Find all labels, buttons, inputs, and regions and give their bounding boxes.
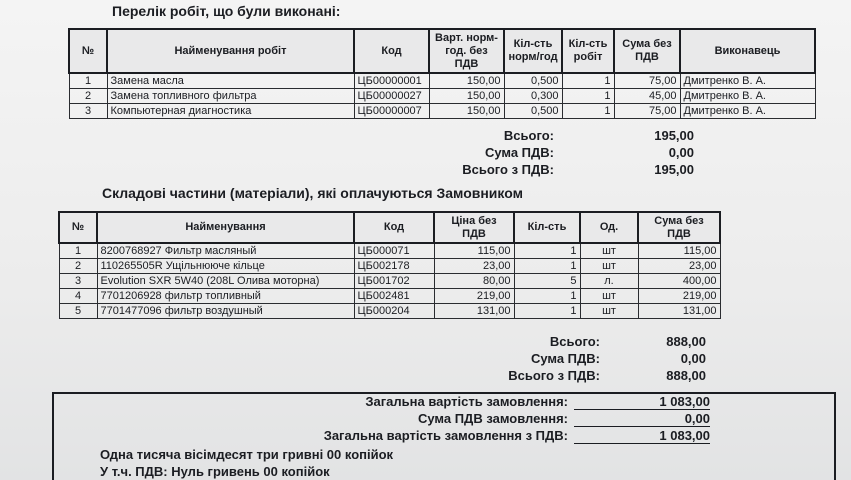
summary-label: Загальна вартість замовлення з ПДВ:: [323, 428, 568, 443]
parts-header-row: [59, 212, 720, 243]
parts-cell: ЦБ002481: [354, 288, 434, 303]
works-header-cell: Кіл-сть робіт: [562, 29, 614, 73]
works-totals: [462, 128, 694, 179]
order-summary-box: [52, 392, 836, 480]
works-cell: 0,500: [504, 73, 562, 88]
parts-table: [58, 211, 721, 319]
works-title: Перелік робіт, що були виконані:: [112, 3, 341, 19]
parts-cell: 8200768927 Фильтр масляный: [97, 243, 354, 258]
parts-total-label: Всього:: [549, 334, 600, 349]
works-header-row: [69, 29, 815, 73]
works-total-label: Всього з ПДВ:: [462, 162, 554, 177]
parts-cell: шт: [580, 258, 638, 273]
works-total-value: 195,00: [654, 162, 694, 177]
parts-total-line: [508, 368, 706, 385]
works-total-label: Всього:: [503, 128, 554, 143]
works-cell: Дмитренко В. А.: [680, 88, 815, 103]
parts-total-value: 0,00: [680, 351, 706, 366]
parts-cell: 131,00: [638, 303, 720, 318]
works-table: [68, 28, 816, 119]
parts-cell: 3: [59, 273, 97, 288]
parts-header-cell: Код: [354, 212, 434, 243]
works-cell: ЦБ00000007: [354, 103, 429, 118]
parts-header-cell: Ціна без ПДВ: [434, 212, 514, 243]
works-cell: 45,00: [614, 88, 680, 103]
works-cell: 2: [69, 88, 107, 103]
parts-totals: [508, 334, 706, 385]
parts-cell: 1: [59, 243, 97, 258]
parts-total-line: [530, 351, 706, 368]
works-header-cell: Кіл-сть норм/год: [504, 29, 562, 73]
works-header-cell: Код: [354, 29, 429, 73]
works-cell: Компьютерная диагностика: [107, 103, 354, 118]
works-cell: ЦБ00000027: [354, 88, 429, 103]
parts-cell: 115,00: [638, 243, 720, 258]
parts-cell: 4: [59, 288, 97, 303]
parts-cell: шт: [580, 303, 638, 318]
parts-cell: 5: [59, 303, 97, 318]
works-total-value: 0,00: [668, 145, 694, 160]
parts-cell: 1: [514, 303, 580, 318]
parts-cell: 110265505R Ущільнююче кільце: [97, 258, 354, 273]
parts-cell: шт: [580, 288, 638, 303]
parts-title: Складові частини (матеріали), які оплачуються Замовником: [102, 185, 523, 201]
parts-cell: 23,00: [434, 258, 514, 273]
vat-in-words: У т.ч. ПДВ: Нуль гривень 00 копійок: [100, 464, 330, 479]
works-total-line: [462, 162, 694, 179]
parts-cell: ЦБ000204: [354, 303, 434, 318]
works-total-label: Сума ПДВ:: [484, 145, 554, 160]
works-cell: 3: [69, 103, 107, 118]
parts-cell: Evolution SXR 5W40 (208L Олива моторна): [97, 273, 354, 288]
works-header-cell: №: [69, 29, 107, 73]
table-row: [69, 103, 815, 118]
parts-cell: 1: [514, 258, 580, 273]
parts-cell: 7701477096 фильтр воздушный: [97, 303, 354, 318]
parts-cell: 400,00: [638, 273, 720, 288]
works-total-line: [503, 128, 694, 145]
works-cell: Замена масла: [107, 73, 354, 88]
parts-cell: л.: [580, 273, 638, 288]
works-total-value: 195,00: [654, 128, 694, 143]
works-header-cell: Виконавець: [680, 29, 815, 73]
parts-header-cell: Од.: [580, 212, 638, 243]
parts-total-label: Всього з ПДВ:: [508, 368, 600, 383]
summary-value: 0,00: [574, 411, 710, 427]
parts-cell: 2: [59, 258, 97, 273]
works-cell: ЦБ00000001: [354, 73, 429, 88]
works-cell: 75,00: [614, 103, 680, 118]
parts-cell: 115,00: [434, 243, 514, 258]
table-row: [59, 243, 720, 258]
table-row: [59, 273, 720, 288]
parts-total-value: 888,00: [666, 368, 706, 383]
parts-total-label: Сума ПДВ:: [530, 351, 600, 366]
parts-cell: шт: [580, 243, 638, 258]
works-cell: Дмитренко В. А.: [680, 73, 815, 88]
parts-header-cell: №: [59, 212, 97, 243]
works-cell: 150,00: [429, 88, 504, 103]
works-cell: Замена топливного фильтра: [107, 88, 354, 103]
works-header-cell: Сума без ПДВ: [614, 29, 680, 73]
summary-line: [54, 394, 834, 412]
works-header-cell: Варт. норм-год. без ПДВ: [429, 29, 504, 73]
parts-cell: 1: [514, 243, 580, 258]
parts-total-value: 888,00: [666, 334, 706, 349]
table-row: [69, 73, 815, 88]
summary-label: Загальна вартість замовлення:: [365, 394, 568, 409]
parts-cell: 219,00: [638, 288, 720, 303]
parts-cell: 23,00: [638, 258, 720, 273]
table-row: [69, 88, 815, 103]
works-cell: 1: [562, 88, 614, 103]
parts-cell: 7701206928 фильтр топливный: [97, 288, 354, 303]
summary-value: 1 083,00: [574, 394, 710, 410]
works-cell: 1: [69, 73, 107, 88]
parts-cell: ЦБ000071: [354, 243, 434, 258]
parts-header-cell: Сума без ПДВ: [638, 212, 720, 243]
works-total-line: [484, 145, 694, 162]
parts-cell: 1: [514, 288, 580, 303]
works-cell: Дмитренко В. А.: [680, 103, 815, 118]
parts-cell: ЦБ001702: [354, 273, 434, 288]
works-cell: 0,300: [504, 88, 562, 103]
table-row: [59, 258, 720, 273]
works-cell: 75,00: [614, 73, 680, 88]
parts-cell: 5: [514, 273, 580, 288]
summary-value: 1 083,00: [574, 428, 710, 444]
parts-cell: ЦБ002178: [354, 258, 434, 273]
works-header-cell: Найменування робіт: [107, 29, 354, 73]
works-cell: 1: [562, 103, 614, 118]
amount-in-words: Одна тисяча вісімдесят три гривні 00 копійок: [100, 447, 394, 462]
parts-cell: 219,00: [434, 288, 514, 303]
summary-line: [54, 411, 834, 429]
parts-total-line: [549, 334, 706, 351]
parts-cell: 80,00: [434, 273, 514, 288]
works-cell: 150,00: [429, 73, 504, 88]
summary-line: [54, 428, 834, 446]
table-row: [59, 288, 720, 303]
table-row: [59, 303, 720, 318]
parts-cell: 131,00: [434, 303, 514, 318]
works-cell: 150,00: [429, 103, 504, 118]
works-cell: 0,500: [504, 103, 562, 118]
parts-header-cell: Кіл-сть: [514, 212, 580, 243]
parts-header-cell: Найменування: [97, 212, 354, 243]
works-cell: 1: [562, 73, 614, 88]
summary-label: Сума ПДВ замовлення:: [417, 411, 568, 426]
